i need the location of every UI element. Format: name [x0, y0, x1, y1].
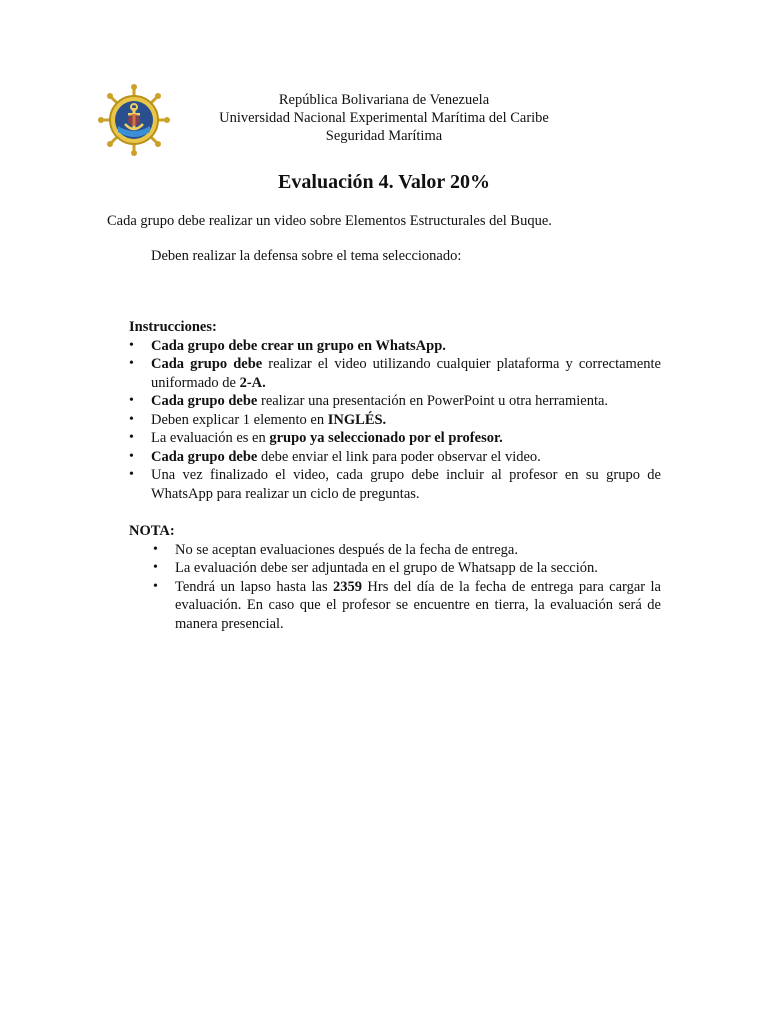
header-country: República Bolivariana de Venezuela — [278, 92, 490, 108]
defensa-paragraph: Deben realizar la defensa sobre el tema seleccionado: — [151, 248, 462, 264]
instructions-list — [129, 337, 661, 504]
header-course: Seguridad Marítima — [325, 128, 443, 144]
nota-list — [153, 541, 661, 634]
instructions-section — [129, 318, 661, 503]
list-item: • La evaluación es en grupo ya seleccionado por el profesor. — [129, 430, 503, 446]
document-title: Evaluación 4. Valor 20% — [278, 171, 490, 193]
nota-section — [129, 522, 661, 633]
header-university: Universidad Nacional Experimental Marítima del Caribe — [219, 110, 549, 126]
list-item: • La evaluación debe ser adjuntada en el grupo de Whatsapp de la sección. — [153, 560, 598, 576]
bullet-icon: • — [129, 467, 134, 482]
list-item: • Cada grupo debe realizar el video utilizando cualquier plataforma y correctamente uniformado de 2-A. — [129, 356, 661, 391]
bullet-icon: • — [129, 337, 134, 353]
bullet-icon: • — [129, 393, 134, 408]
bullet-icon: • — [153, 578, 158, 594]
list-item: • Cada grupo debe debe enviar el link para poder observar el video. — [129, 448, 541, 465]
list-item: • Una vez finalizado el video, cada grupo debe incluir al profesor en su grupo de WhatsApp para realizar un ciclo de preguntas. — [129, 467, 661, 502]
nota-heading: NOTA: — [129, 523, 175, 539]
bullet-icon: • — [129, 356, 134, 371]
intro-paragraph: Cada grupo debe realizar un video sobre Elementos Estructurales del Buque. — [107, 213, 552, 229]
list-item: • Cada grupo debe crear un grupo en WhatsApp. — [129, 337, 446, 354]
bullet-icon: • — [129, 430, 134, 445]
list-item: • Deben explicar 1 elemento en INGLÉS. — [129, 411, 387, 428]
bullet-icon: • — [129, 448, 134, 464]
document-header — [0, 91, 768, 145]
instructions-heading: Instrucciones: — [129, 319, 217, 335]
bullet-icon: • — [153, 541, 158, 557]
list-item: • Cada grupo debe realizar una presentación en PowerPoint u otra herramienta. — [129, 393, 609, 409]
list-item: • No se aceptan evaluaciones después de la fecha de entrega. — [153, 541, 518, 558]
bullet-icon: • — [129, 411, 134, 427]
list-item: • Tendrá un lapso hasta las 2359 Hrs del día de la fecha de entrega para cargar la evaluación. En caso que el profesor se encuentre en tierra, la evaluación será de manera presencial. — [153, 578, 661, 632]
bullet-icon: • — [153, 560, 158, 575]
